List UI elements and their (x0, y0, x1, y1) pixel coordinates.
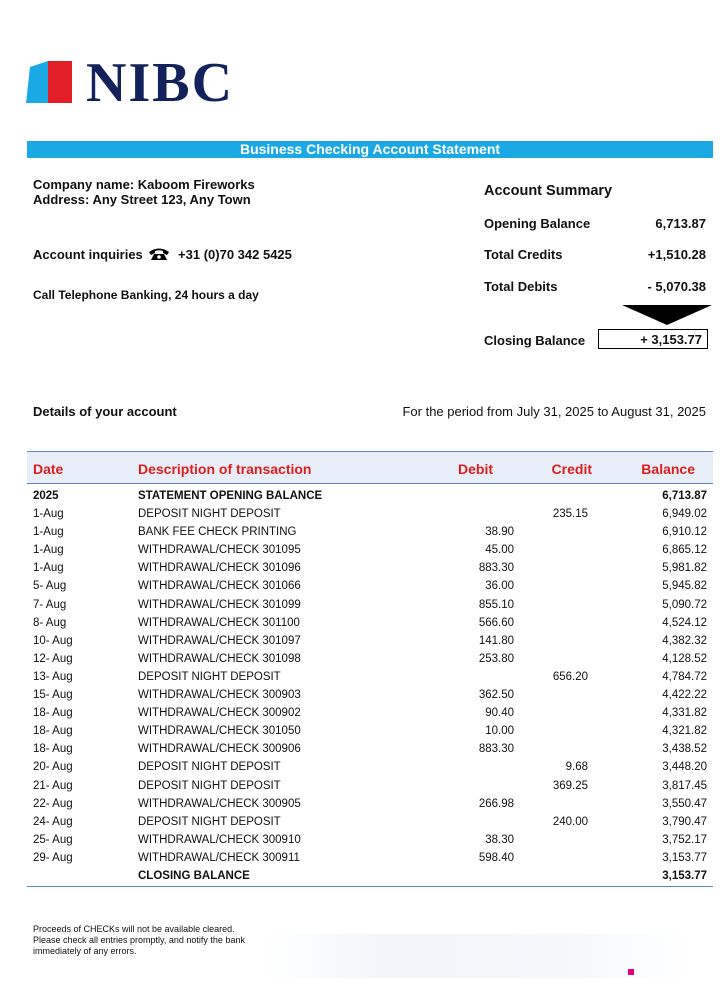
cell-debit: 253.80 (478, 652, 514, 665)
cell-balance: 6,865.12 (662, 544, 707, 557)
summary-total-debits (484, 279, 706, 294)
cell-credit: 656.20 (552, 670, 588, 683)
cell-description: WITHDRAWAL/CHECK 301100 (138, 616, 300, 629)
table-row (27, 741, 713, 759)
table-row (27, 705, 713, 723)
cell-date: 24- Aug (33, 815, 73, 828)
cell-date: 21- Aug (33, 779, 73, 792)
statement-period: For the period from July 31, 2025 to August 31, 2025 (402, 404, 706, 419)
cell-balance: 3,448.20 (662, 761, 707, 774)
cell-date: 12- Aug (33, 652, 73, 665)
company-block (33, 177, 255, 207)
cell-balance: 4,331.82 (662, 707, 707, 720)
table-row (27, 832, 713, 850)
table-row (27, 524, 713, 542)
company-address: Address: Any Street 123, Any Town (33, 192, 251, 207)
cell-balance: 4,524.12 (662, 616, 707, 629)
cell-debit: 45.00 (485, 544, 514, 557)
cell-balance: 3,817.45 (662, 779, 707, 792)
cell-description: WITHDRAWAL/CHECK 301095 (138, 544, 301, 557)
cell-description: STATEMENT OPENING BALANCE (138, 490, 323, 502)
cell-date: 1-Aug (33, 508, 64, 521)
cell-balance: 3,752.17 (662, 833, 707, 846)
cell-date: 20- Aug (33, 761, 73, 774)
table-row (27, 687, 713, 705)
cell-date: 15- Aug (33, 689, 73, 702)
cell-description: WITHDRAWAL/CHECK 301099 (138, 598, 301, 611)
cell-description: WITHDRAWAL/CHECK 301096 (138, 562, 301, 575)
cell-date: 1-Aug (33, 544, 64, 557)
summary-value: +1,510.28 (647, 247, 706, 262)
cell-debit: 90.40 (485, 707, 514, 720)
header-debit: Debit (458, 461, 493, 477)
cell-balance: 6,910.12 (662, 526, 707, 539)
company-name: Company name: Kaboom Fireworks (33, 177, 255, 192)
cell-date: 5- Aug (33, 580, 67, 593)
cell-debit: 266.98 (478, 797, 514, 810)
logo-wordmark: NIBC (86, 52, 235, 114)
cell-description: WITHDRAWAL/CHECK 300903 (138, 689, 301, 702)
cell-balance: 4,321.82 (662, 725, 707, 738)
cell-date: 22- Aug (33, 797, 73, 810)
details-heading: Details of your account (33, 404, 177, 419)
table-row (27, 633, 713, 651)
cell-credit: 369.25 (552, 779, 588, 792)
table-bottom-divider (27, 886, 713, 887)
table-row (27, 669, 713, 687)
cell-description: WITHDRAWAL/CHECK 300910 (138, 833, 301, 846)
cell-debit: 38.90 (485, 526, 514, 539)
cell-balance: 6,713.87 (662, 490, 707, 502)
cell-date: 7- Aug (33, 598, 67, 611)
cell-balance: 4,382.32 (662, 634, 707, 647)
cell-date: 13- Aug (33, 670, 73, 683)
cell-credit: 240.00 (552, 815, 588, 828)
pink-mark (628, 969, 634, 975)
summary-label: Total Credits (484, 247, 563, 262)
table-row (27, 759, 713, 777)
summary-label: Total Debits (484, 279, 558, 294)
cell-description: WITHDRAWAL/CHECK 301097 (138, 634, 301, 647)
cell-debit: 38.30 (485, 833, 514, 846)
table-row (27, 723, 713, 741)
table-row (27, 814, 713, 832)
cell-debit: 10.00 (485, 725, 514, 738)
footnote: Proceeds of CHECKs will not be available cleared. Please check all entries promptly, and notify the bank immediately of any errors. (33, 924, 245, 956)
statement-title: Business Checking Account Statement (27, 141, 713, 158)
cell-description: DEPOSIT NIGHT DEPOSIT (138, 670, 281, 683)
table-row (27, 578, 713, 596)
telephone-icon (148, 247, 170, 264)
cell-balance: 5,945.82 (662, 580, 707, 593)
cell-balance: 3,550.47 (662, 797, 707, 810)
cell-date: 8- Aug (33, 616, 67, 629)
closing-balance-label: Closing Balance (484, 333, 586, 348)
cell-debit: 141.80 (478, 634, 514, 647)
cell-description: WITHDRAWAL/CHECK 300905 (138, 797, 301, 810)
cell-balance: 3,153.77 (662, 851, 707, 864)
table-row (27, 506, 713, 524)
summary-title: Account Summary (484, 183, 613, 199)
cell-date: 1-Aug (33, 562, 64, 575)
cell-balance: 3,153.77 (662, 869, 707, 882)
cell-description: WITHDRAWAL/CHECK 300902 (138, 707, 301, 720)
cell-description: WITHDRAWAL/CHECK 301050 (138, 725, 301, 738)
table-row (27, 651, 713, 669)
table-header (27, 451, 713, 484)
table-row (27, 868, 713, 886)
cell-debit: 566.60 (478, 616, 514, 629)
header-description: Description of transaction (138, 461, 312, 477)
summary-label: Opening Balance (484, 216, 591, 231)
telephone-banking-note: Call Telephone Banking, 24 hours a day (33, 288, 259, 302)
transaction-list (27, 488, 713, 886)
table-row (27, 796, 713, 814)
cell-debit: 855.10 (478, 598, 514, 611)
account-inquiries (33, 247, 292, 264)
cell-balance: 3,438.52 (662, 743, 707, 756)
table-row (27, 542, 713, 560)
cell-date: 1-Aug (33, 526, 64, 539)
table-row (27, 778, 713, 796)
cell-date: 18- Aug (33, 743, 73, 756)
cell-balance: 4,784.72 (662, 670, 707, 683)
cell-debit: 883.30 (478, 743, 514, 756)
header-date: Date (33, 461, 64, 477)
cell-description: DEPOSIT NIGHT DEPOSIT (138, 779, 281, 792)
cell-description: WITHDRAWAL/CHECK 301066 (138, 580, 301, 593)
cell-date: 2025 (33, 490, 59, 502)
table-row (27, 615, 713, 633)
cell-debit: 883.30 (478, 562, 514, 575)
summary-total-credits (484, 247, 706, 262)
cell-description: WITHDRAWAL/CHECK 301098 (138, 652, 301, 665)
cell-balance: 3,790.47 (662, 815, 707, 828)
header-credit: Credit (551, 461, 592, 477)
cell-date: 10- Aug (33, 634, 73, 647)
cell-description: WITHDRAWAL/CHECK 300911 (138, 851, 300, 864)
cell-credit: 235.15 (552, 508, 588, 521)
summary-opening-balance (484, 216, 706, 231)
cell-debit: 36.00 (485, 580, 514, 593)
cell-description: WITHDRAWAL/CHECK 300906 (138, 743, 301, 756)
table-row (27, 597, 713, 615)
cell-description: CLOSING BALANCE (138, 869, 250, 882)
cell-credit: 9.68 (565, 761, 588, 774)
cell-balance: 5,090.72 (662, 598, 707, 611)
cell-description: DEPOSIT NIGHT DEPOSIT (138, 761, 281, 774)
cell-date: 18- Aug (33, 707, 73, 720)
cell-balance: 4,422.22 (662, 689, 707, 702)
closing-balance-value: + 3,153.77 (598, 329, 708, 349)
inquiries-label: Account inquiries (33, 247, 143, 262)
header-balance: Balance (641, 461, 695, 477)
cell-date: 29- Aug (33, 851, 73, 864)
inquiries-phone: +31 (0)70 342 5425 (178, 247, 292, 262)
cell-description: DEPOSIT NIGHT DEPOSIT (138, 815, 281, 828)
cell-debit: 362.50 (478, 689, 514, 702)
table-row (27, 488, 713, 506)
cell-date: 18- Aug (33, 725, 73, 738)
cell-description: BANK FEE CHECK PRINTING (138, 526, 297, 539)
summary-value: 6,713.87 (655, 216, 706, 231)
cell-description: DEPOSIT NIGHT DEPOSIT (138, 508, 281, 521)
cell-balance: 4,128.52 (662, 652, 707, 665)
cell-date: 25- Aug (33, 833, 73, 846)
logo-mark-icon (26, 61, 72, 103)
cell-balance: 6,949.02 (662, 508, 707, 521)
cell-debit: 598.40 (478, 851, 514, 864)
summary-value: - 5,070.38 (647, 279, 706, 294)
cell-balance: 5,981.82 (662, 562, 707, 575)
table-row (27, 850, 713, 868)
arrow-down-icon (622, 305, 712, 325)
table-row (27, 560, 713, 578)
